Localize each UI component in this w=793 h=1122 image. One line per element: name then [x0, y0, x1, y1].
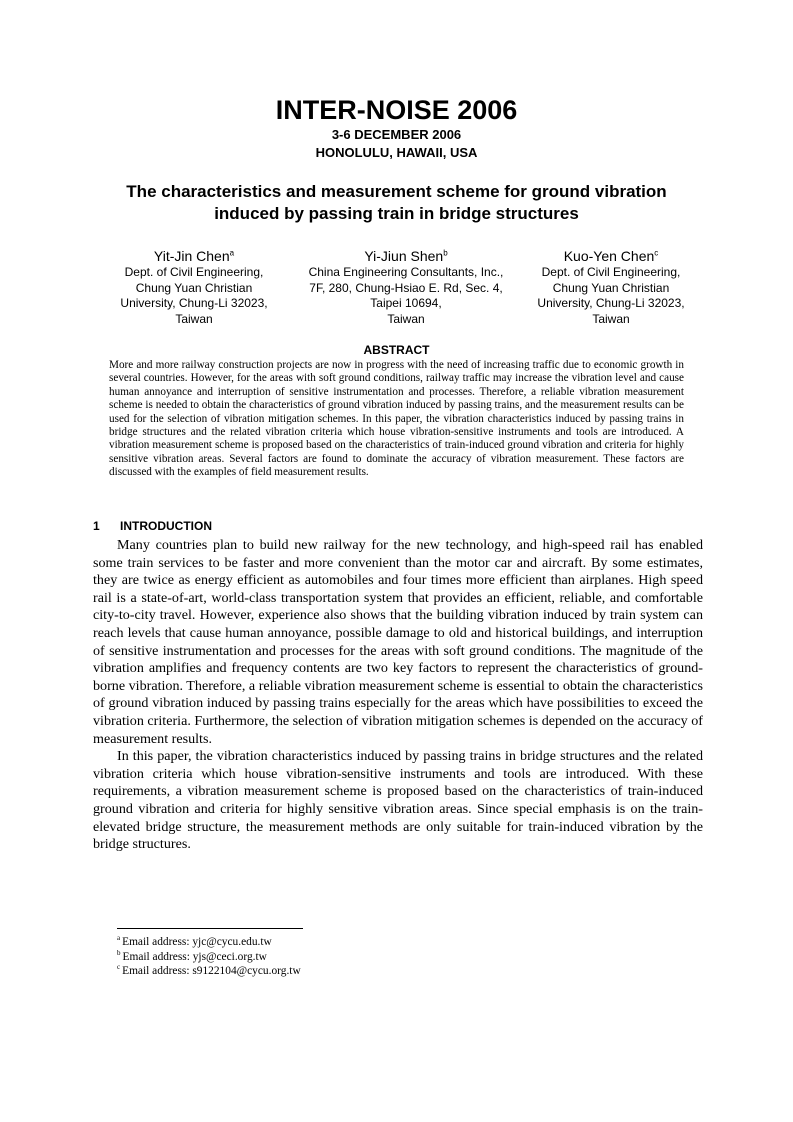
section-title: INTRODUCTION — [120, 519, 212, 533]
body-paragraph: In this paper, the vibration characteristics induced by passing trains in bridge structures and the related vibration criteria which house vibration-sensitive instruments and tools are introduced. With these requirements, a vibration measurement scheme is proposed based on the characteristics of train-induced ground vibration and criteria for highly sensitive vibration areas. Since special emphasis is on the train-elevated bridge structure, the measurement methods are only suitable for train-induced vibration by the bridge structures. — [93, 748, 703, 853]
author-affiliation-line: Taiwan — [592, 311, 630, 326]
section-body — [93, 537, 703, 854]
author-name: Yi-Jiun Shen$^b$ — [364, 248, 448, 264]
author-block-1 — [94, 247, 294, 327]
body-paragraph: Many countries plan to build new railway for the new technology, and high-speed rail has enabled some train services to be faster and more convenient than the motor car and aircraft. By some estimates, they are twice as energy efficient as automobiles and four times more efficient than airplanes. High speed rail is a state-of-art, world-class transportation system that provides an efficient, reliable, and comfortable city-to-city travel. However, experience also shows that the building vibration induced by train system can reach levels that cause human annoyance, possible damage to old and historical buildings, and interruption of sensitive instrumentation and processes for the areas with soft ground conditions. The magnitude of the vibration amplifies and frequency contents are two key factors to represent the characteristics of ground-borne vibration. Therefore, a reliable vibration measurement scheme is essential to obtain the characteristics of ground vibration induced by passing trains especially for the areas which have possibilities to exceed the vibration criteria. Furthermore, the selection of vibration mitigation schemes is depended on the accuracy of measurement results. — [93, 537, 703, 747]
footnote: $^b$ Email address: yjs@ceci.org.tw — [117, 948, 267, 963]
author-name: Yit-Jin Chen$^a$ — [153, 248, 235, 264]
footnotes — [117, 935, 301, 979]
conference-location: HONOLULU, HAWAII, USA — [315, 145, 478, 160]
author-affiliation-line: China Engineering Consultants, Inc., — [308, 265, 504, 279]
footnote-mark: c — [117, 963, 121, 972]
author-affiliation-line: Taiwan — [175, 311, 213, 326]
author-block-2 — [291, 247, 521, 327]
author-block-3 — [514, 247, 708, 327]
author-footnote-mark: a — [229, 248, 235, 258]
author-affiliation-line: Chung Yuan Christian — [135, 280, 253, 295]
author-affiliation-line: University, Chung-Li 32023, — [537, 296, 685, 310]
author-affiliation-line: 7F, 280, Chung-Hsiao E. Rd, Sec. 4, — [309, 280, 503, 295]
paper-title-line-2: induced by passing train in bridge structures — [214, 204, 579, 223]
footnote-divider — [117, 928, 303, 929]
paper-title — [60, 181, 733, 225]
footnote-mark: b — [117, 948, 121, 957]
abstract-text: More and more railway construction projects are now in progress with the need of increasing traffic due to economic growth in several countries. However, for the areas with soft ground conditions, railway traffic may increase the vibration level and cause human annoyance and interruption of sensitive instrumentation and processes. Therefore, a reliable vibration measurement scheme is needed to obtain the characteristics of ground vibration induced by passing trains, and the measurement results can be used for the selection of vibration mitigation schemes. In this paper, the vibration characteristics induced by passing trains in bridge structures and the related vibration criteria which house vibration-sensitive instruments and tools are introduced. A vibration measurement scheme is proposed based on the characteristics of train-induced ground vibration and criteria for highly sensitive vibration areas. Several factors are found to dominate the accuracy of vibration measurement. These factors are discussed with the examples of field measurement results. — [109, 359, 684, 479]
paper-title-line-1: The characteristics and measurement scheme for ground vibration — [126, 182, 667, 201]
footnote: $^c$ Email address: s9122104@cycu.org.tw — [117, 963, 301, 978]
author-name: Kuo-Yen Chen$^c$ — [563, 248, 659, 264]
author-affiliation-line: Taiwan — [387, 311, 425, 326]
conference-title: INTER-NOISE 2006 — [275, 95, 518, 125]
author-affiliation-line: Dept. of Civil Engineering, — [124, 265, 264, 279]
abstract-heading: ABSTRACT — [363, 343, 430, 357]
author-affiliation-line: University, Chung-Li 32023, — [120, 296, 268, 310]
section-heading — [93, 519, 212, 534]
author-affiliation-line: Chung Yuan Christian — [552, 280, 670, 295]
author-affiliation-line: Taipei 10694, — [370, 296, 442, 310]
author-footnote-mark: c — [654, 248, 659, 258]
author-footnote-mark: b — [443, 248, 448, 258]
footnote: $^a$ Email address: yjc@cycu.edu.tw — [117, 934, 272, 948]
conference-dates: 3-6 DECEMBER 2006 — [331, 127, 462, 142]
author-affiliation-line: Dept. of Civil Engineering, — [541, 265, 681, 279]
footnote-mark: a — [117, 934, 121, 943]
section-number: 1 — [93, 519, 100, 533]
